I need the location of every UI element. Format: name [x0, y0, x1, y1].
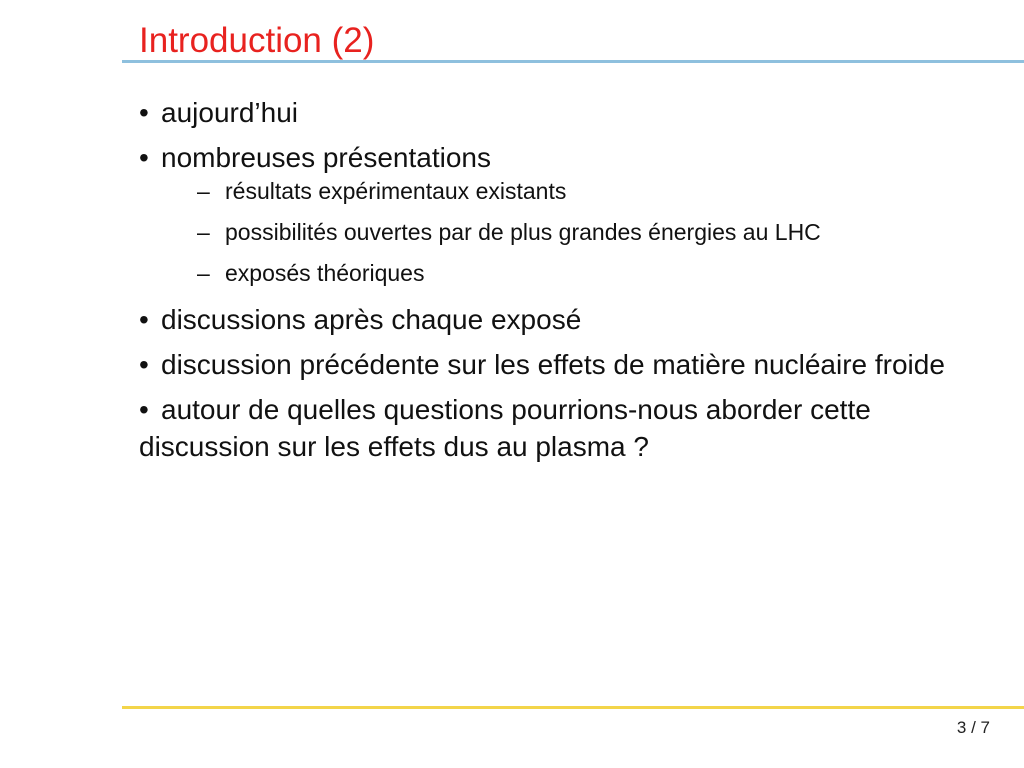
- bullet-item: [139, 94, 999, 131]
- sub-bullet-item: [197, 219, 999, 246]
- bullet-marker: •: [139, 394, 149, 425]
- bullet-marker: •: [139, 349, 149, 380]
- bullet-item: [139, 346, 999, 383]
- dash-marker: –: [197, 219, 210, 245]
- footer-divider: [122, 706, 1024, 709]
- sub-bullet-list: [139, 178, 999, 287]
- bullet-text: discussion précédente sur les effets de matière nucléaire froide: [161, 349, 945, 380]
- dash-marker: –: [197, 260, 210, 286]
- page-number: 3 / 7: [956, 718, 990, 737]
- bullet-text: nombreuses présentations: [161, 142, 491, 173]
- sub-bullet-item: [197, 178, 999, 205]
- bullet-text: autour de quelles questions pourrions-nous aborder cette discussion sur les effets dus au plasma ?: [139, 394, 871, 462]
- bullet-list: [139, 94, 999, 473]
- bullet-text: aujourd’hui: [161, 97, 298, 128]
- sub-bullet-text: exposés théoriques: [225, 260, 425, 286]
- sub-bullet-text: possibilités ouvertes par de plus grandes énergies au LHC: [225, 219, 821, 245]
- slide-title: Introduction (2): [139, 21, 375, 60]
- bullet-marker: •: [139, 142, 149, 173]
- bullet-marker: •: [139, 304, 149, 335]
- bullet-text: discussions après chaque exposé: [161, 304, 582, 335]
- bullet-item: [139, 391, 999, 465]
- sub-bullet-item: [197, 260, 999, 287]
- bullet-item: [139, 301, 999, 338]
- title-divider: [122, 60, 1024, 63]
- bullet-marker: •: [139, 97, 149, 128]
- dash-marker: –: [197, 178, 210, 204]
- sub-bullet-text: résultats expérimentaux existants: [225, 178, 567, 204]
- bullet-item: [139, 139, 999, 287]
